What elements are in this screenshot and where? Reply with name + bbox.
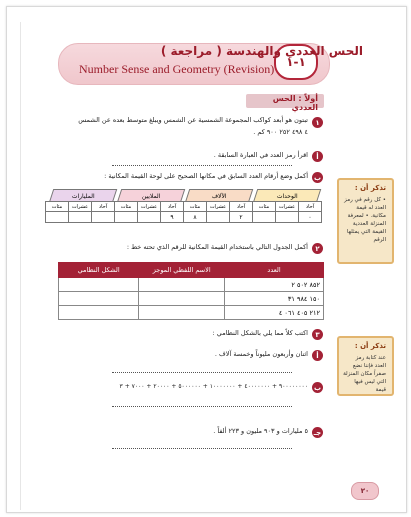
remember-body: عند كتابة رمز العدد فإننا نضع صفراً مكان المنزلة التي ليس فيها قيمة bbox=[343, 355, 386, 393]
pv-sub: عشرات bbox=[275, 201, 299, 213]
lesson-title-ar: الحس العددي والهندسة ( مراجعة ) bbox=[160, 44, 363, 58]
pv-cell[interactable] bbox=[137, 211, 161, 223]
pv-cell[interactable] bbox=[275, 211, 299, 223]
q3a-label: أ bbox=[312, 350, 323, 361]
pv-sub: مئات bbox=[252, 201, 276, 213]
group-billions: المليارات bbox=[49, 189, 118, 203]
table-cell[interactable] bbox=[59, 278, 139, 292]
lesson-title-en: Number Sense and Geometry (Revision) bbox=[79, 62, 275, 76]
question-number-2: ٢ bbox=[312, 243, 323, 254]
q1a-text: اقرأ رمز العدد في العبارة السابقة . bbox=[213, 151, 308, 159]
q1-line2: ٤ ٤٩٨ ٢٥٢ ٩٠٠ كم . bbox=[253, 128, 308, 136]
remember-body: • كل رقم في رمز العدد له قيمة مكانية. • لمعرفة المنزلة العددية القيمة التي يمثلها الرقم bbox=[344, 197, 386, 243]
pv-sub: مئات bbox=[114, 201, 138, 213]
section-banner bbox=[246, 94, 324, 112]
pv-sub: آحاد bbox=[160, 201, 184, 213]
pv-cell[interactable] bbox=[206, 211, 230, 223]
question-number-3: ٣ bbox=[312, 329, 323, 340]
question-number-1: ١ bbox=[312, 117, 323, 128]
place-value-table bbox=[58, 262, 324, 320]
table-cell[interactable] bbox=[139, 292, 225, 306]
pv-sub: مئات bbox=[45, 201, 69, 213]
q3c-label: جـ bbox=[313, 428, 322, 437]
lesson-badge: ١-١ bbox=[274, 44, 318, 80]
q1-line1: تبتون هو أبعد كواكب المجموعة الشمسية عن الشمس ويبلغ متوسط بعده عن الشمس bbox=[78, 116, 308, 124]
group-thousands: الآلاف bbox=[185, 189, 254, 203]
answer-line bbox=[112, 406, 292, 407]
table-header-row bbox=[59, 263, 324, 278]
pv-sub: آحاد bbox=[91, 201, 115, 213]
pv-sub: آحاد bbox=[229, 201, 253, 213]
pv-cell[interactable]: ٨ bbox=[183, 211, 207, 223]
q3b-text: ٩٠٠٠٠٠٠٠٠ + ٤٠٠٠٠٠٠٠ + ١٠٠٠٠٠٠٠ + ٥٠٠٠٠٠٠ + ٢٠٠٠٠ + ٧٠٠٠ + ٣ bbox=[119, 383, 308, 390]
group-millions: الملايين bbox=[117, 189, 186, 203]
q1b-text: أكمل وضع أرقام العدد السابق في مكانها الصحيح على لوحة القيمة المكانية : bbox=[104, 172, 308, 180]
table-header: الشكل النظامي bbox=[59, 263, 139, 278]
table-cell[interactable] bbox=[139, 278, 225, 292]
answer-line bbox=[112, 165, 292, 166]
remember-title: تذكر أن : bbox=[354, 184, 386, 192]
q3b-label: ب bbox=[313, 383, 322, 392]
pv-cell[interactable] bbox=[252, 211, 276, 223]
answer-line bbox=[112, 372, 292, 373]
answer-line bbox=[112, 448, 292, 449]
pv-cell[interactable]: ٢ bbox=[229, 211, 253, 223]
table-cell: ٢١٢ ٤٠٥ ٠٦١ ٤ bbox=[225, 306, 324, 320]
table-header: العدد bbox=[225, 263, 324, 278]
q3c-text: ٥ مليارات و ٩٠٣ مليون و ٢٢٣ ألفاً . bbox=[213, 427, 308, 435]
remember-box bbox=[337, 178, 394, 264]
pv-cell[interactable] bbox=[114, 211, 138, 223]
pv-sub: عشرات bbox=[68, 201, 92, 213]
page-number: ٢٠ bbox=[351, 482, 379, 500]
q1b-label: ب bbox=[313, 173, 322, 182]
place-value-chart bbox=[45, 189, 325, 227]
pv-sub: عشرات bbox=[206, 201, 230, 213]
pv-cell[interactable] bbox=[45, 211, 69, 223]
pv-cell[interactable] bbox=[91, 211, 115, 223]
q3-text: اكتب كلاً مما يلي بالشكل النظامي : bbox=[212, 329, 308, 337]
pv-cell[interactable]: ٠ bbox=[298, 211, 322, 223]
remember-box bbox=[337, 336, 394, 396]
table-cell: ١٥٠ ٩٨٤ ٣١ bbox=[225, 292, 324, 306]
remember-title: تذكر أن : bbox=[354, 342, 386, 350]
pv-sub: عشرات bbox=[137, 201, 161, 213]
table-header: الاسم اللفظي الموجز bbox=[139, 263, 225, 278]
pv-cell[interactable]: ٩ bbox=[160, 211, 184, 223]
pv-cell[interactable] bbox=[68, 211, 92, 223]
table-cell[interactable] bbox=[59, 292, 139, 306]
q2-text: أكمل الجدول التالي باستخدام القيمة المكانية للرقم الذي تحته خط : bbox=[126, 243, 308, 251]
group-units: الوحدات bbox=[253, 189, 322, 203]
q3a-text: اثنان وأربعون مليوناً وخمسة آلاف . bbox=[214, 350, 308, 358]
pv-sub: آحاد bbox=[298, 201, 322, 213]
q1a-label: أ bbox=[312, 151, 323, 162]
table-row bbox=[59, 278, 324, 292]
section-label: أولاً : الحس العددي bbox=[272, 94, 318, 112]
table-cell: ٨٥٢ ٥٠٢ ٢ bbox=[225, 278, 324, 292]
table-row bbox=[59, 306, 324, 320]
table-row bbox=[59, 292, 324, 306]
table-cell[interactable] bbox=[139, 306, 225, 320]
table-cell[interactable] bbox=[59, 306, 139, 320]
pv-sub: مئات bbox=[183, 201, 207, 213]
